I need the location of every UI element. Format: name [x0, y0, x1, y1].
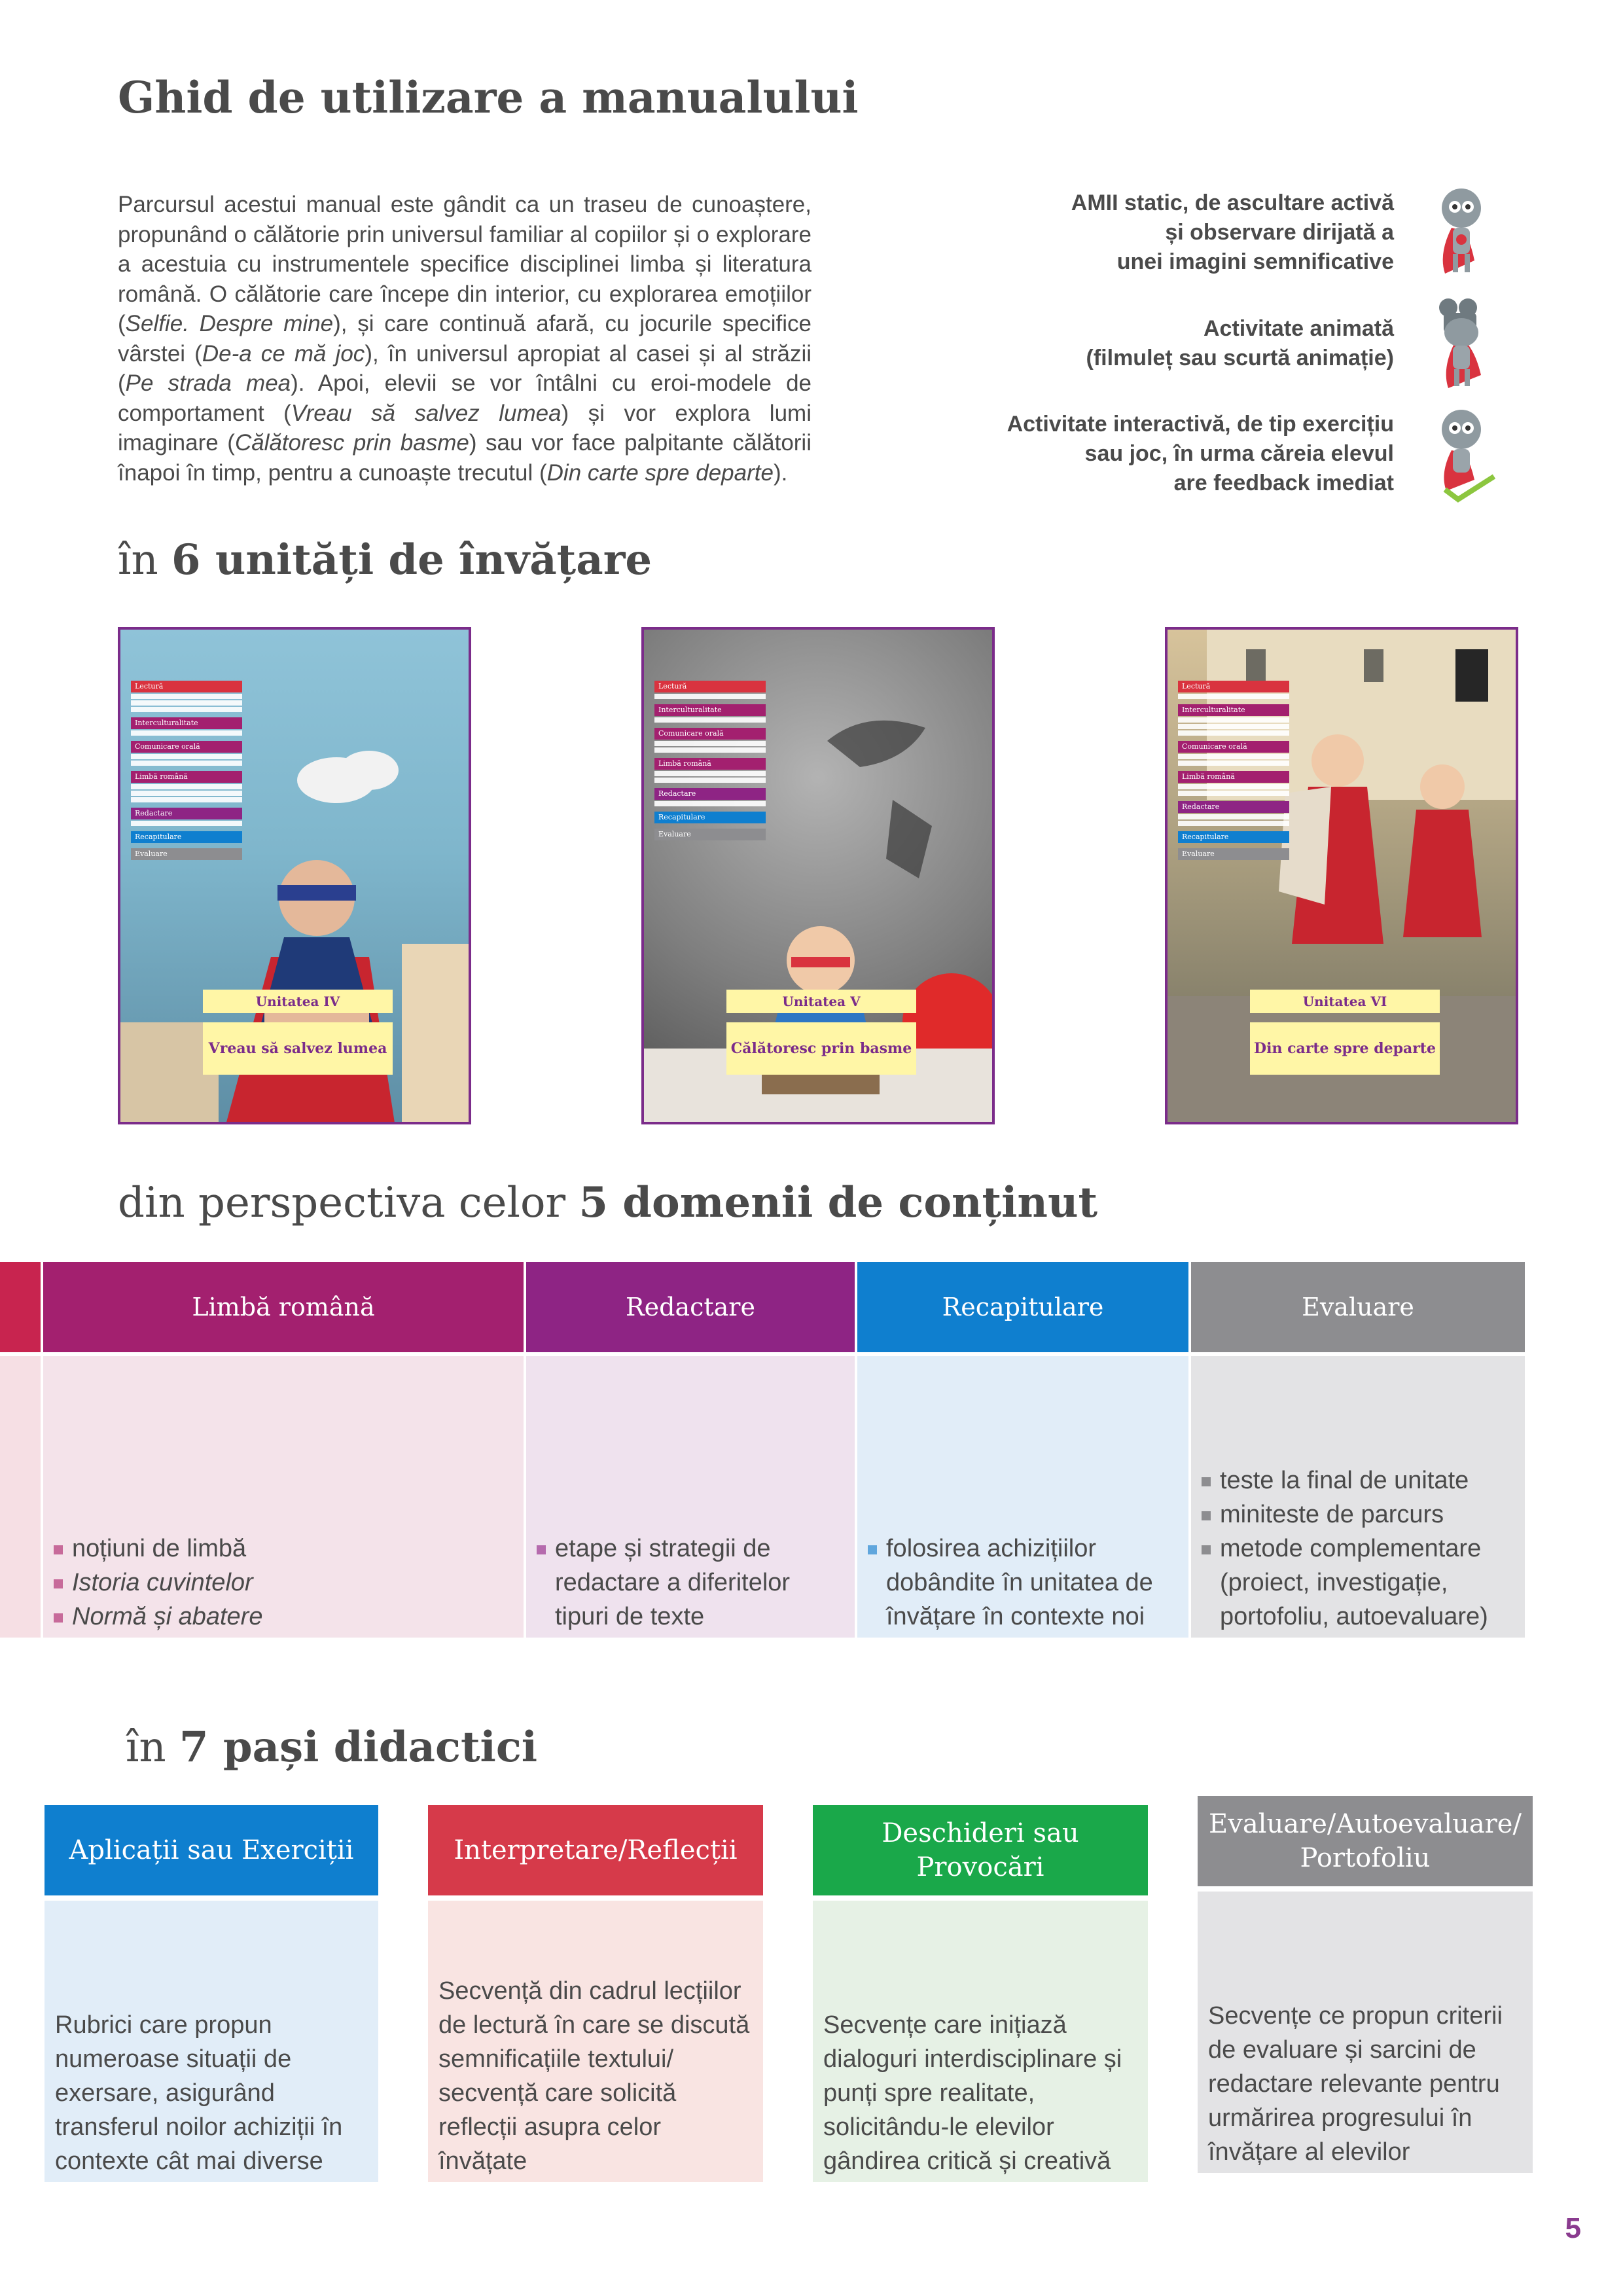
step-description: Secvențe ce propun criterii de evaluare și sarcini de redactare relevante pentru urmărirea progresului în învățare al elevilor	[1198, 1892, 1533, 2173]
unit-number: Unitatea IV	[203, 990, 393, 1013]
unit-menu: Lectură Interculturalitate Comunicare orală Limbă română Redactare Recapitulare Evaluare	[1178, 675, 1289, 860]
list-item: Normă și abatere	[54, 1600, 512, 1634]
unit-number: Unitatea VI	[1250, 990, 1440, 1013]
domain-header: Redactare	[526, 1262, 855, 1352]
step-description: Secvență din cadrul lecțiilor de lectură în care se discută semnificațiile textului/ secvență care solicită reflecții asupra celor învățate	[428, 1901, 763, 2182]
step-header: Deschideri sau Provocări	[813, 1805, 1148, 1895]
unit-menu: Lectură Interculturalitate Comunicare orală Limbă română Redactare Recapitulare Evaluare	[131, 675, 242, 860]
list-item: etape și strategii de redactare a diferitelor tipuri de texte	[537, 1532, 843, 1634]
mascot-camera-icon	[1425, 293, 1497, 391]
domain-cell	[43, 1356, 524, 1638]
unit-name: Vreau să salvez lumea	[203, 1022, 393, 1075]
domain-header: Recapitulare	[857, 1262, 1188, 1352]
domain-cell	[526, 1356, 855, 1638]
step-description: Rubrici care propun numeroase situații de exersare, asigurând transferul noilor achiziții în contexte cât mai diverse	[45, 1901, 378, 2182]
domain-head-edge	[0, 1262, 41, 1352]
unit-card	[118, 627, 471, 1124]
unit-menu: Lectură Interculturalitate Comunicare orală Limbă română Redactare Recapitulare Evaluare	[654, 675, 766, 840]
bullet-icon	[54, 1613, 63, 1623]
domain-header: Evaluare	[1191, 1262, 1525, 1352]
list-item: noțiuni de limbă	[54, 1532, 512, 1566]
unit-number: Unitatea V	[726, 990, 916, 1013]
list-item: folosirea achizițiilor dobândite în unitatea de învățare în contexte noi	[868, 1532, 1177, 1634]
legend-animated: Activitate animată (filmuleț sau scurtă animație)	[1086, 316, 1394, 370]
domain-cell	[1191, 1356, 1525, 1638]
mascot-static-icon	[1425, 182, 1497, 280]
page-title: Ghid de utilizare a manualului	[118, 72, 859, 123]
domain-header: Limbă română	[43, 1262, 524, 1352]
intro-paragraph: Parcursul acestui manual este gândit ca un traseu de cunoaștere, propunând o călătorie prin universul familiar al copiilor și o explorare a acestuia cu instrumentele specifice disciplinei limba și literatura română. O călătorie care începe din interior, cu explorarea emoțiilor (Selfie. Despre mine), și care continuă afară, cu jocurile specifice vârstei (De-a ce mă joc), în universul apropiat al casei și al străzii (Pe strada mea). Apoi, elevii se vor întâlni cu eroi-modele de comportament (Vreau să salvez lumea) și vor explora lumi imaginare (Călătoresc prin basme) sau vor face palpitante călătorii înapoi în timp, pentru a cunoaște trecutul (Din carte spre departe).	[118, 192, 812, 486]
mascot-check-icon	[1425, 404, 1497, 503]
list-item: Istoria cuvintelor	[54, 1566, 512, 1600]
units-heading: în 6 unități de învățare	[118, 535, 652, 584]
bullet-icon	[1202, 1511, 1211, 1520]
legend-interactive: Activitate interactivă, de tip exercițiu sau joc, în urma căreia elevul are feedback imediat	[1007, 412, 1394, 495]
domains-heading: din perspectiva celor 5 domenii de conținut	[118, 1178, 1098, 1227]
bullet-icon	[1202, 1545, 1211, 1554]
unit-name: Călătoresc prin basme	[726, 1022, 916, 1075]
page-number: 5	[1565, 2212, 1581, 2244]
domain-cell	[857, 1356, 1188, 1638]
list-item: teste la final de unitate	[1202, 1463, 1513, 1498]
step-header: Interpretare/Reflecții	[428, 1805, 763, 1895]
legend-static: AMII static, de ascultare activă și observare dirijată a unei imagini semnificative	[1071, 190, 1394, 274]
list-item: miniteste de parcurs	[1202, 1498, 1513, 1532]
unit-name: Din carte spre departe	[1250, 1022, 1440, 1075]
domain-body-edge	[0, 1356, 41, 1638]
bullet-icon	[54, 1545, 63, 1554]
list-item: metode complementare (proiect, investigație, portofoliu, autoevaluare)	[1202, 1532, 1513, 1634]
unit-card	[641, 627, 995, 1124]
step-header: Aplicații sau Exerciții	[45, 1805, 378, 1895]
bullet-icon	[1202, 1477, 1211, 1486]
step-header: Evaluare/Autoevaluare/ Portofoliu	[1198, 1796, 1533, 1886]
bullet-icon	[537, 1545, 546, 1554]
bullet-icon	[54, 1579, 63, 1588]
bullet-icon	[868, 1545, 877, 1554]
steps-heading: în 7 pași didactici	[126, 1723, 538, 1772]
step-description: Secvențe care inițiază dialoguri interdisciplinare și punți spre realitate, solicitându-le elevilor gândirea critică și creativă	[813, 1901, 1148, 2182]
unit-card	[1165, 627, 1518, 1124]
